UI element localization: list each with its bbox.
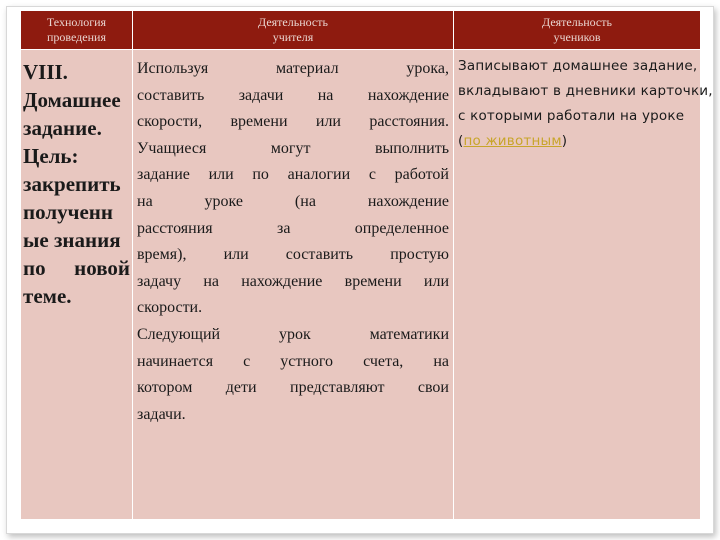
stage-line: задание. — [23, 116, 102, 140]
animals-link[interactable]: по животным — [463, 133, 562, 149]
teacher-line: задачу на нахождение времени или — [137, 272, 449, 290]
stage-line: теме. — [23, 284, 72, 308]
students-activity-text — [454, 50, 713, 154]
stage-line: по новой — [23, 256, 130, 280]
header-students-activity — [454, 11, 701, 50]
header-teacher-line1: Деятельность — [258, 15, 328, 29]
stage-line: Домашнее — [23, 88, 121, 112]
teacher-line: задание или по аналогии с работой — [137, 166, 449, 184]
students-line: Записывают домашнее задание, — [458, 58, 698, 74]
stage-line: закрепить — [23, 172, 121, 196]
header-teacher-activity — [133, 11, 454, 50]
teacher-line: Используя материал урока, — [137, 60, 449, 77]
teacher-activity-cell — [133, 50, 454, 520]
paren-close: ) — [561, 133, 568, 149]
teacher-line: на уроке (на нахождение — [137, 192, 449, 210]
teacher-line: время), или составить простую — [137, 246, 449, 264]
teacher-line: расстояния за определенное — [137, 219, 449, 237]
paren-open: ( — [458, 133, 464, 149]
teacher-activity-text — [133, 50, 453, 428]
teacher-line: начинается с устного счета, на — [137, 352, 449, 370]
teacher-line: Следующий урок математики — [137, 325, 449, 343]
header-technology-line2: проведения — [47, 30, 106, 44]
students-line: с которыми работали на уроке — [458, 108, 685, 124]
stage-line: полученн — [23, 200, 113, 224]
students-line: вкладывают в дневники карточки, — [458, 83, 713, 99]
stage-line: Цель: — [23, 144, 79, 168]
table-row — [21, 50, 701, 520]
teacher-line: задачи. — [137, 405, 186, 423]
teacher-line: котором дети представляют свои — [137, 379, 449, 397]
lesson-table — [20, 10, 713, 520]
header-students-line1: Деятельность — [542, 15, 612, 29]
teacher-line: скорости. — [137, 299, 203, 317]
teacher-line: составить задачи на нахождение — [137, 86, 449, 104]
stage-line: VIII. — [23, 60, 68, 84]
header-technology-line1: Технология — [46, 15, 107, 29]
header-technology — [21, 11, 133, 50]
stage-line: ые знания — [23, 228, 121, 252]
stage-text — [21, 50, 132, 310]
header-teacher-line2: учителя — [272, 30, 314, 44]
students-line-last — [458, 129, 696, 154]
students-activity-cell — [454, 50, 713, 520]
teacher-line: Учащиеся могут выполнить — [137, 139, 449, 157]
stage-cell — [21, 50, 133, 520]
table-header-row — [21, 11, 701, 50]
teacher-line: скорости, времени или расстояния. — [137, 113, 449, 131]
header-students-line2: учеников — [553, 30, 601, 44]
